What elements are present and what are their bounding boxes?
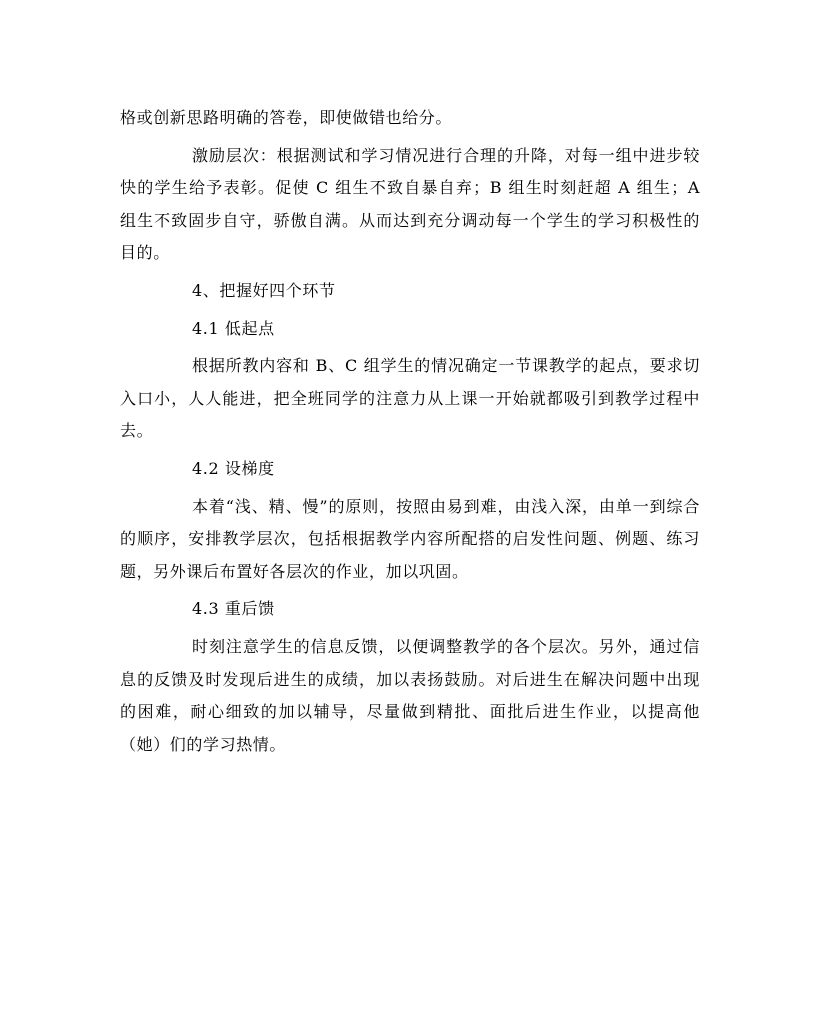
paragraph-low-starting-point: 根据所教内容和 B、C 组学生的情况确定一节课教学的起点，要求切入口小，人人能进，把全班同学的注意力从上课一开始就都吸引到教学过程中去。 [120,356,700,441]
paragraph-feedback: 时刻注意学生的信息反馈，以便调整教学的各个层次。另外，通过信息的反馈及时发现后进生的成绩，加以表扬鼓励。对后进生在解决问题中出现的困难，耐心细致的加以辅导，尽量做到精批、面批后进生作业，以提高他（她）们的学习热情。 [120,636,700,754]
paragraph-motivation-level: 激励层次：根据测试和学习情况进行合理的升降，对每一组中进步较快的学生给予表彰。促使 C 组生不致自暴自弃；B 组生时刻赶超 A 组生；A 组生不致固步自守，骄傲自满。从而达到充分调动每一个学生的学习积极性的目的。 [120,145,700,263]
paragraph-continuation: 格或创新思路明确的答卷，即使做错也给分。 [120,108,453,127]
subsection-heading-4-3: 4.3 重后馈 [192,599,275,619]
document-body [120,102,700,761]
subsection-heading-4-1: 4.1 低起点 [192,318,275,338]
paragraph-set-gradient: 本着“浅、精、慢”的原则，按照由易到难，由浅入深，由单一到综合的顺序，安排教学层次，包括根据教学内容所配搭的启发性问题、例题、练习题，另外课后布置好各层次的作业，加以巩固。 [120,496,700,581]
subsection-heading-4-2: 4.2 设梯度 [192,458,275,478]
section-heading-4: 4、把握好四个环节 [192,280,336,300]
